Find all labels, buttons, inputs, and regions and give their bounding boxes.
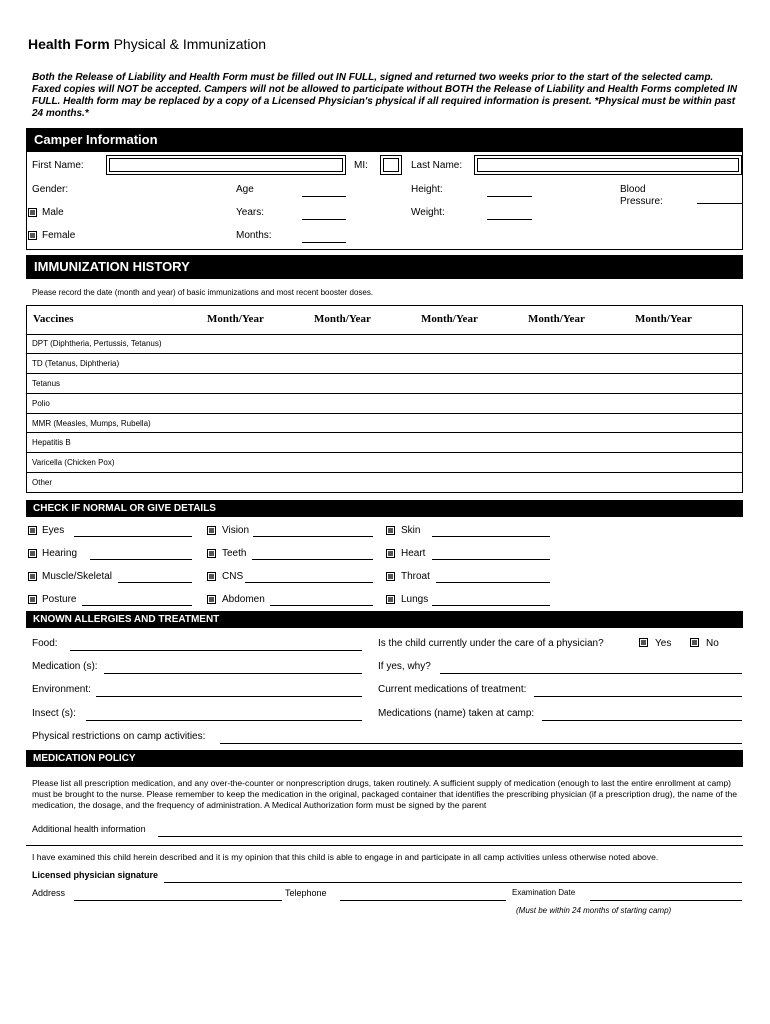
check-normal-checkbox[interactable] — [28, 595, 37, 604]
years-label: Years: — [236, 207, 264, 218]
weight-field[interactable] — [487, 219, 532, 220]
check-normal-checkbox[interactable] — [386, 549, 395, 558]
medication-policy-heading: MEDICATION POLICY — [26, 750, 743, 767]
table-row — [27, 354, 742, 374]
check-details-field[interactable] — [82, 605, 192, 606]
check-label: Abdomen — [222, 594, 265, 605]
check-label: Lungs — [401, 594, 429, 605]
check-normal-checkbox[interactable] — [386, 526, 395, 535]
vaccine-name: Polio — [27, 393, 742, 413]
male-checkbox[interactable] — [28, 208, 37, 217]
check-details-field[interactable] — [252, 559, 373, 560]
physician-question: Is the child currently under the care of a physician? — [378, 638, 604, 649]
check-details-field[interactable] — [432, 605, 550, 606]
months-field[interactable] — [302, 242, 346, 243]
meds-camp-field[interactable] — [542, 720, 742, 721]
check-normal-checkbox[interactable] — [207, 572, 216, 581]
months-label: Months: — [236, 230, 272, 241]
weight-label: Weight: — [411, 207, 445, 218]
vaccine-name: Other — [32, 478, 53, 488]
blood-pressure-label: Blood Pressure: — [620, 184, 663, 207]
address-label: Address — [32, 888, 66, 898]
vaccine-name: MMR (Measles, Mumps, Rubella) — [27, 413, 742, 433]
blood-pressure-field[interactable] — [697, 203, 742, 204]
check-details-field[interactable] — [74, 536, 192, 537]
column-header: Vaccines — [27, 305, 207, 334]
current-meds-field[interactable] — [534, 696, 742, 697]
female-label: Female — [42, 230, 76, 241]
check-details-field[interactable] — [245, 582, 373, 583]
column-header: Month/Year — [635, 305, 742, 334]
check-details-field[interactable] — [90, 559, 192, 560]
check-details-field[interactable] — [432, 559, 550, 560]
check-normal-checkbox[interactable] — [386, 572, 395, 581]
divider — [26, 845, 743, 846]
checks-heading: CHECK IF NORMAL OR GIVE DETAILS — [26, 500, 743, 517]
immunization-table — [27, 305, 742, 492]
exam-date-field[interactable] — [590, 900, 742, 901]
address-field[interactable] — [74, 900, 282, 901]
environment-label: Environment: — [32, 684, 91, 695]
insect-label: Insect (s): — [32, 708, 76, 719]
table-row — [27, 473, 742, 493]
check-label: CNS — [222, 571, 244, 582]
restrictions-label: Physical restrictions on camp activities: — [32, 731, 206, 742]
physician-statement: I have examined this child herein described and it is my opinion that this child is able to engage in and participate in all camp activities unless otherwise noted above. — [32, 852, 659, 862]
height-label: Height: — [411, 184, 443, 195]
medication-label: Medication (s): — [32, 661, 98, 672]
telephone-field[interactable] — [340, 900, 506, 901]
age-label: Age — [236, 184, 254, 195]
check-label: Throat — [401, 571, 430, 582]
exam-date-note: (Must be within 24 months of starting camp) — [516, 906, 672, 915]
vaccine-name: DPT (Diphtheria, Pertussis, Tetanus) — [27, 334, 742, 354]
medication-field[interactable] — [104, 673, 362, 674]
first-name-field[interactable] — [106, 155, 346, 175]
insect-field[interactable] — [86, 720, 362, 721]
signature-label: Licensed physician signature — [32, 870, 159, 880]
check-label: Skin — [401, 525, 421, 536]
vaccine-name: Hepatitis B — [27, 433, 742, 453]
column-header: Month/Year — [528, 305, 635, 334]
check-normal-checkbox[interactable] — [28, 572, 37, 581]
last-name-label: Last Name: — [411, 160, 463, 171]
immunization-header-row — [27, 305, 742, 334]
check-normal-checkbox[interactable] — [207, 549, 216, 558]
table-row — [27, 374, 742, 394]
column-header: Month/Year — [314, 305, 421, 334]
vaccine-name: TD (Tetanus, Diphtheria) — [27, 354, 742, 374]
mi-field[interactable] — [380, 155, 402, 175]
check-label: Muscle/Skeletal — [42, 571, 113, 582]
additional-info-field[interactable] — [158, 836, 742, 837]
first-name-label: First Name: — [32, 160, 84, 171]
if-yes-label: If yes, why? — [378, 661, 431, 672]
no-checkbox[interactable] — [690, 638, 699, 647]
check-label: Heart — [401, 548, 426, 559]
page-title: Health Form Physical & Immunization — [28, 36, 267, 52]
years-field[interactable] — [302, 219, 346, 220]
food-label: Food: — [32, 638, 58, 649]
column-header: Month/Year — [421, 305, 528, 334]
gender-label: Gender: — [32, 184, 69, 195]
check-normal-checkbox[interactable] — [28, 526, 37, 535]
female-checkbox[interactable] — [28, 231, 37, 240]
check-label: Vision — [222, 525, 250, 536]
camper-heading: Camper Information — [26, 128, 743, 152]
check-normal-checkbox[interactable] — [207, 595, 216, 604]
allergies-heading: KNOWN ALLERGIES AND TREATMENT — [26, 611, 743, 628]
check-label: Posture — [42, 594, 77, 605]
check-details-field[interactable] — [436, 582, 550, 583]
if-yes-field[interactable] — [440, 673, 742, 674]
immunization-heading: IMMUNIZATION HISTORY — [26, 255, 743, 279]
exam-date-label: Examination Date — [512, 888, 576, 897]
telephone-label: Telephone — [285, 888, 327, 898]
signature-field[interactable] — [164, 882, 742, 883]
male-label: Male — [42, 207, 64, 218]
height-field[interactable] — [487, 196, 532, 197]
last-name-field[interactable] — [474, 155, 742, 175]
table-row — [27, 413, 742, 433]
check-details-field[interactable] — [118, 582, 192, 583]
intro-text: Both the Release of Liability and Health Form must be filled out IN FULL, signed and returned two weeks prior to the start of the selected camp. Faxed copies will NOT be accepted. Campers will not be allowed to participate without BOTH the Release of Liability and Health Forms completed IN FULL. Health form may be replaced by a copy of a Licensed Physician's physical if all required information is present. *Physical must be within past 24 months.* — [32, 72, 738, 119]
check-details-field[interactable] — [253, 536, 373, 537]
age-field[interactable] — [302, 196, 346, 197]
restrictions-field[interactable] — [220, 743, 742, 744]
vaccine-name: Varicella (Chicken Pox) — [27, 453, 742, 473]
check-label: Eyes — [42, 525, 65, 536]
food-field[interactable] — [70, 650, 362, 651]
yes-checkbox[interactable] — [639, 638, 648, 647]
current-meds-label: Current medications of treatment: — [378, 684, 527, 695]
table-row — [27, 334, 742, 354]
check-normal-checkbox[interactable] — [207, 526, 216, 535]
check-details-field[interactable] — [432, 536, 550, 537]
medication-policy-text: Please list all prescription medication, and any over-the-counter or nonprescription drugs, taken routinely. A sufficient supply of medication (enough to last the entire enrollment at camp) must be brought to the nurse. Please remember to keep the medication in the original, packaged container that identifies the prescribing physician (if a prescription drug), the name of the medication, the dosage, and the frequency of administration. A Medical Authorization form must be signed by the parent — [32, 778, 738, 810]
yes-label: Yes — [655, 638, 672, 649]
check-normal-checkbox[interactable] — [386, 595, 395, 604]
table-row — [27, 433, 742, 453]
check-label: Hearing — [42, 548, 78, 559]
check-details-field[interactable] — [270, 605, 373, 606]
table-row — [27, 453, 742, 473]
table-row — [27, 393, 742, 413]
immunization-instruction: Please record the date (month and year) of basic immunizations and most recent booster doses. — [32, 288, 374, 297]
column-header: Month/Year — [207, 305, 314, 334]
mi-label: MI: — [354, 160, 368, 171]
environment-field[interactable] — [96, 696, 362, 697]
check-label: Teeth — [222, 548, 247, 559]
meds-camp-label: Medications (name) taken at camp: — [378, 708, 535, 719]
check-normal-checkbox[interactable] — [28, 549, 37, 558]
additional-info-label: Additional health information — [32, 824, 146, 834]
vaccine-name: Tetanus — [27, 374, 742, 394]
no-label: No — [706, 638, 719, 649]
